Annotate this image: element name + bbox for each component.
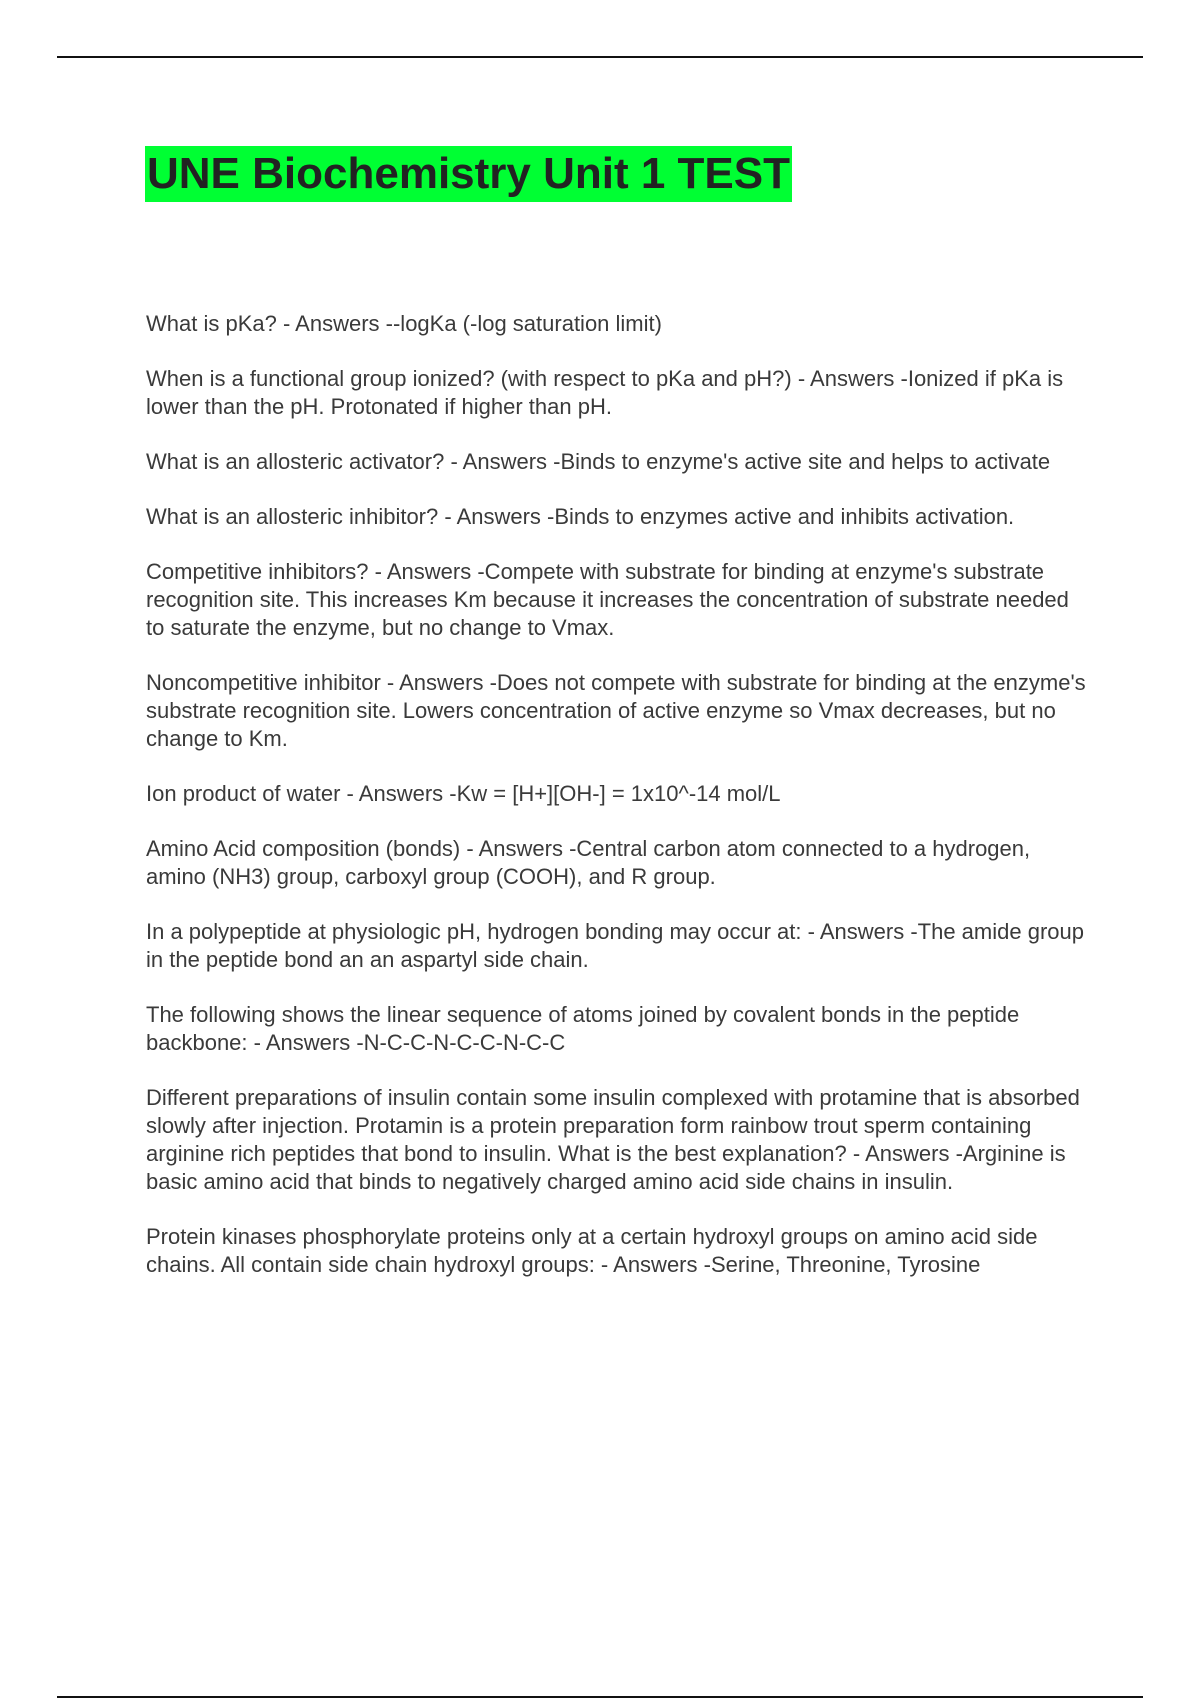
title-block: [145, 146, 792, 202]
qa-list: [146, 310, 1086, 1306]
header-rule: [57, 56, 1143, 58]
qa-item-5: Competitive inhibitors? - Answers -Compete with substrate for binding at enzyme's substrate recognition site. This increases Km because it increases the concentration of substrate needed to saturate the enzyme, but no change to Vmax.: [146, 559, 1069, 640]
qa-item-2: When is a functional group ionized? (with respect to pKa and pH?) - Answers -Ionized if pKa is lower than the pH. Protonated if higher than pH.: [146, 366, 1064, 419]
qa-item-1: What is pKa? - Answers --logKa (-log saturation limit): [146, 311, 662, 336]
qa-item-4: What is an allosteric inhibitor? - Answers -Binds to enzymes active and inhibits activation.: [146, 504, 1015, 529]
qa-item-6: Noncompetitive inhibitor - Answers -Does not compete with substrate for binding at the enzyme's substrate recognition site. Lowers concentration of active enzyme so Vmax decreases, but no change to Km.: [146, 670, 1086, 751]
qa-item-12: Protein kinases phosphorylate proteins only at a certain hydroxyl groups on amino acid side chains. All contain side chain hydroxyl groups: - Answers -Serine, Threonine, Tyrosine: [146, 1224, 1038, 1277]
qa-item-3: What is an allosteric activator? - Answers -Binds to enzyme's active site and helps to activate: [146, 449, 1051, 474]
document-title: UNE Biochemistry Unit 1 TEST: [145, 146, 792, 202]
qa-item-10: The following shows the linear sequence of atoms joined by covalent bonds in the peptide backbone: - Answers -N-C-C-N-C-C-N-C-C: [146, 1002, 1020, 1055]
qa-item-9: In a polypeptide at physiologic pH, hydrogen bonding may occur at: - Answers -The amide group in the peptide bond an an aspartyl side chain.: [146, 919, 1084, 972]
footer-rule: [57, 1696, 1143, 1698]
qa-item-11: Different preparations of insulin contain some insulin complexed with protamine that is absorbed slowly after injection. Protamin is a protein preparation form rainbow trout sperm containing arginine rich peptides that bond to insulin. What is the best explanation? - Answers -Arginine is basic amino acid that binds to negatively charged amino acid side chains in insulin.: [146, 1085, 1080, 1194]
qa-item-7: Ion product of water - Answers -Kw = [H+][OH-] = 1x10^-14 mol/L: [146, 781, 781, 806]
qa-item-8: Amino Acid composition (bonds) - Answers -Central carbon atom connected to a hydrogen, amino (NH3) group, carboxyl group (COOH), and R group.: [146, 836, 1031, 889]
